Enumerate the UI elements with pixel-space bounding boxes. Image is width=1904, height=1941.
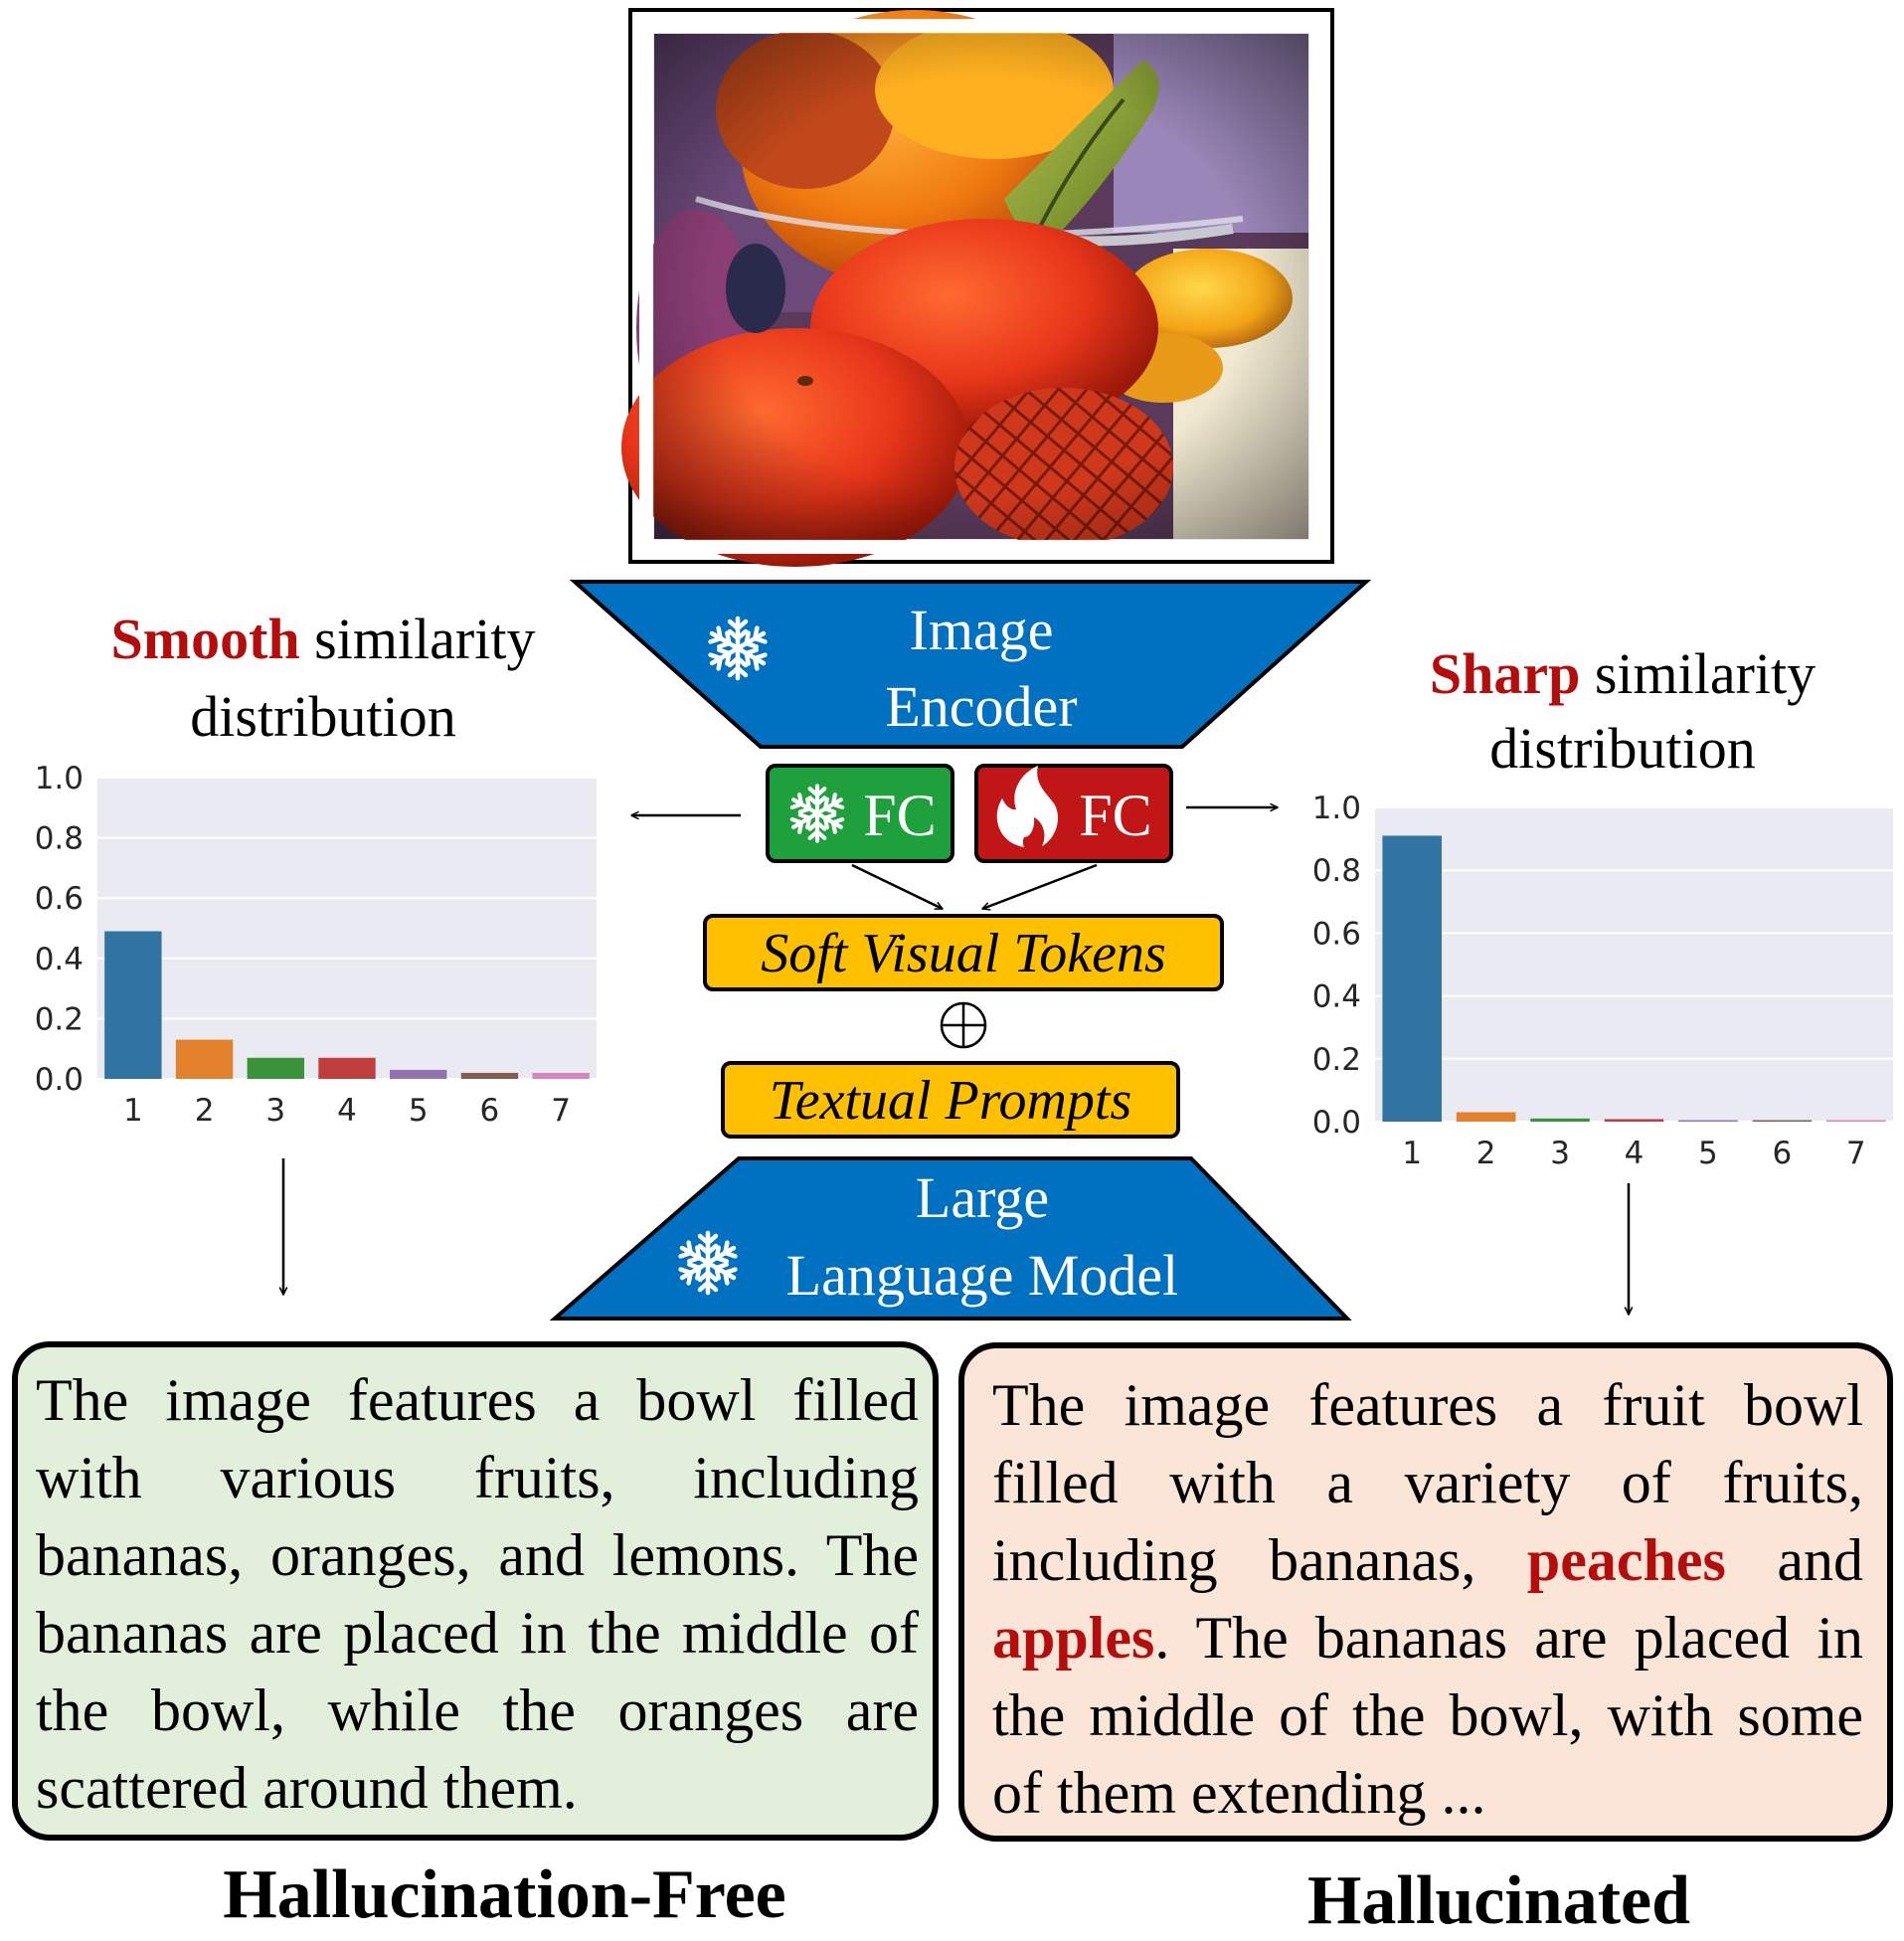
y-tick-label: 0.4: [1311, 978, 1361, 1015]
left-similarity-chart: [35, 761, 597, 1129]
y-tick-label: 0.6: [1311, 916, 1361, 953]
bar-7: [532, 1073, 589, 1079]
bar-3: [1530, 1119, 1590, 1122]
arrow-fc-frozen-to-tokens: [852, 865, 943, 909]
x-tick-label: 1: [122, 1093, 143, 1129]
right-caption: Hallucinated: [1306, 1862, 1691, 1939]
y-tick-label: 1.0: [34, 761, 84, 796]
soft-visual-tokens-box: [705, 916, 1222, 989]
x-tick-label: 2: [194, 1093, 215, 1129]
bar-3: [248, 1058, 304, 1079]
y-tick-label: 1.0: [1311, 791, 1361, 826]
right-chart-title: [1430, 641, 1816, 781]
fc-trainable-label: FC: [1079, 783, 1152, 848]
x-tick-label: 7: [551, 1093, 572, 1129]
bar-7: [1826, 1121, 1886, 1123]
y-tick-label: 0.8: [1311, 853, 1361, 890]
bar-2: [176, 1040, 233, 1079]
encoder-label-line1: Image: [909, 598, 1054, 662]
arrow-fc-trainable-to-tokens: [982, 865, 1097, 909]
x-tick-label: 5: [408, 1093, 429, 1129]
x-tick-label: 6: [1772, 1136, 1793, 1171]
right-output-text-1: The image features a fruit bowl filled with a variety of fruits, including bananas,: [992, 1372, 1863, 1593]
x-tick-label: 4: [337, 1093, 357, 1129]
bar-5: [1678, 1121, 1738, 1123]
right-title-line2: distribution: [1489, 716, 1756, 781]
bar-5: [390, 1070, 446, 1079]
llm-label-line2: Language Model: [785, 1243, 1179, 1308]
concat-symbol: [942, 1003, 985, 1047]
left-caption: Hallucination-Free: [223, 1856, 786, 1933]
x-tick-label: 4: [1624, 1136, 1644, 1171]
fc-frozen-label: FC: [863, 783, 937, 848]
right-similarity-chart: [1312, 791, 1893, 1171]
svg-text:Smooth similarity: [111, 607, 536, 671]
plot-background: [1375, 807, 1893, 1122]
hallucinated-word-apples: apples: [992, 1605, 1155, 1671]
x-tick-label: 5: [1698, 1136, 1718, 1171]
svg-text:Sharp similarity: [1430, 641, 1816, 706]
right-title-rest: similarity: [1580, 641, 1817, 706]
input-photo: [621, 10, 1332, 567]
y-tick-label: 0.4: [34, 941, 84, 977]
image-encoder-block: [575, 582, 1366, 747]
hallucinated-word-peaches: peaches: [1526, 1527, 1726, 1593]
soft-visual-tokens-label: Soft Visual Tokens: [761, 923, 1166, 984]
left-output-text: The image features a bowl filled with various fruits, including bananas, oranges, and lemons. The bananas are placed in the middle of the bowl, while the oranges are scattered around them.: [36, 1367, 919, 1821]
x-tick-label: 7: [1845, 1136, 1866, 1171]
y-tick-label: 0.2: [1311, 1041, 1361, 1078]
x-tick-label: 6: [479, 1093, 500, 1129]
right-output-text-3: . The bananas are placed in the middle of the bowl, with some of them extending ...: [992, 1605, 1863, 1826]
left-title-line2: distribution: [190, 684, 456, 749]
right-title-emphasis: Sharp: [1429, 641, 1581, 706]
y-tick-label: 0.6: [34, 881, 84, 918]
x-tick-label: 3: [1550, 1136, 1570, 1171]
left-chart-title: [111, 607, 536, 749]
plot-background: [97, 778, 597, 1079]
bar-6: [461, 1073, 518, 1079]
fc-frozen-box: [768, 766, 952, 861]
y-tick-label: 0.2: [34, 1001, 84, 1038]
textual-prompts-label: Textual Prompts: [769, 1070, 1132, 1132]
bar-6: [1753, 1121, 1813, 1123]
y-tick-label: 0.0: [34, 1062, 84, 1098]
hallucination-free-output: [12, 1341, 939, 1841]
llm-label-line1: Large: [915, 1165, 1050, 1230]
llm-block: [555, 1158, 1347, 1319]
textual-prompts-box: [723, 1063, 1178, 1137]
bar-1: [1382, 835, 1442, 1122]
y-tick-label: 0.0: [1311, 1105, 1361, 1141]
bar-4: [1605, 1119, 1664, 1122]
left-title-rest: similarity: [299, 607, 536, 671]
bar-4: [318, 1058, 375, 1079]
right-output-text-2: and: [1725, 1527, 1863, 1593]
x-tick-label: 1: [1402, 1136, 1423, 1171]
y-tick-label: 0.8: [34, 820, 84, 857]
x-tick-label: 3: [265, 1093, 286, 1129]
encoder-label-line2: Encoder: [885, 674, 1078, 739]
left-title-emphasis: Smooth: [110, 607, 300, 671]
fc-trainable-box: [976, 766, 1171, 861]
hallucinated-output: [958, 1342, 1893, 1842]
bar-2: [1457, 1113, 1516, 1122]
bar-1: [104, 932, 161, 1079]
x-tick-label: 2: [1475, 1136, 1496, 1171]
